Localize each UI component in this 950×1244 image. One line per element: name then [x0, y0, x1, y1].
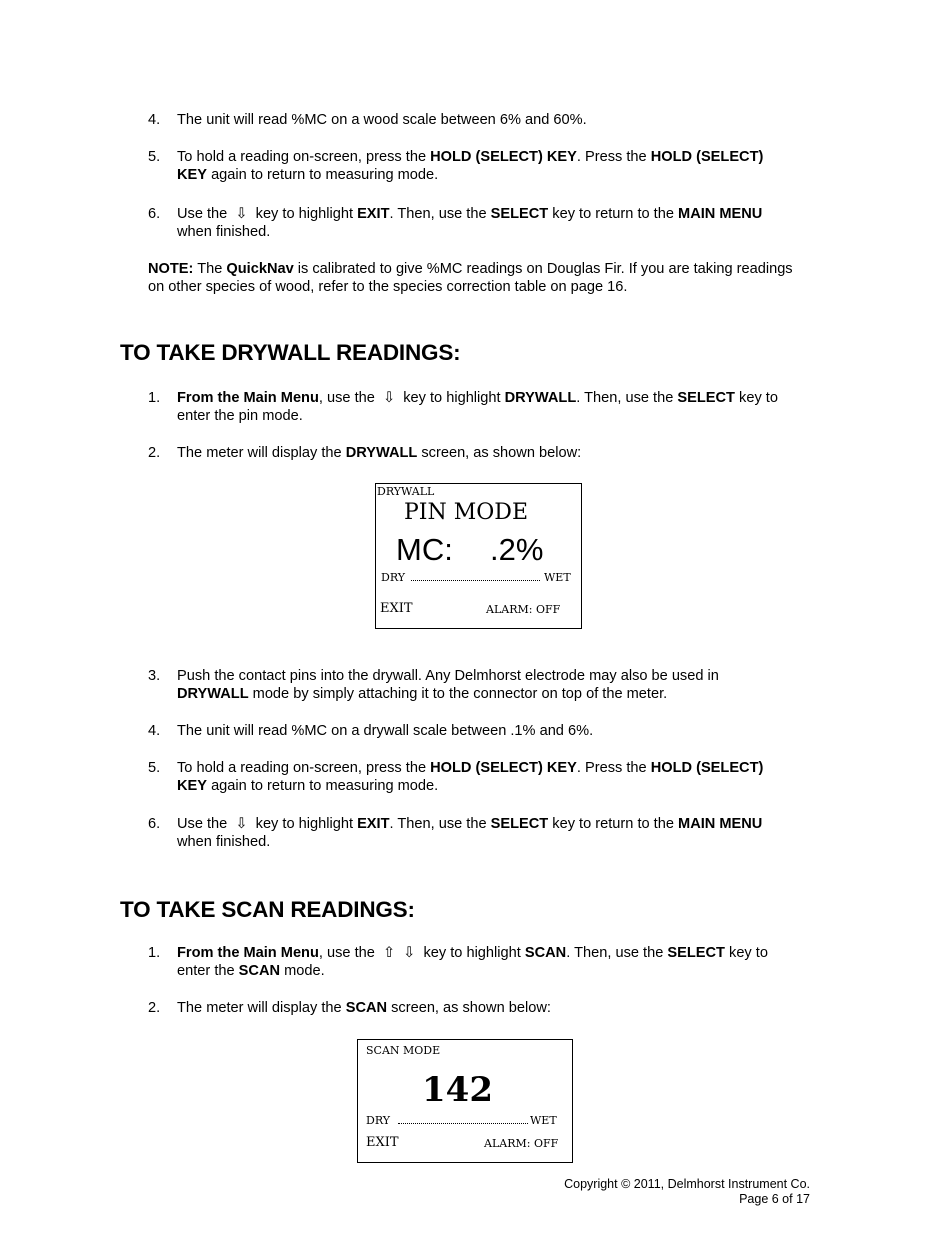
text-run: when finished. [177, 834, 271, 850]
bold-text: EXIT [357, 206, 390, 222]
bold-text: HOLD (SELECT) KEY [430, 760, 577, 776]
list-text [177, 111, 788, 129]
text-run: The unit will read %MC on a wood scale between 6% and 60%. [177, 112, 587, 128]
list-text [177, 944, 788, 980]
text-run: mode. [280, 963, 325, 979]
text-run: mode by simply attaching it to the connector on top of the meter. [248, 686, 668, 702]
bold-text: EXIT [357, 816, 390, 832]
bold-text: SELECT [490, 816, 549, 832]
dry-label: DRY [381, 571, 406, 584]
text-run: key to enter the [177, 945, 768, 979]
text-run: . Then, use the [576, 390, 678, 406]
text-run: screen, as shown below: [417, 445, 582, 461]
text-run: . Then, use the [389, 206, 491, 222]
text-run: is calibrated to give %MC readings on Douglas Fir. If you are taking readings on other species of wood, refer to the species correction table on page 16. [148, 261, 793, 295]
bold-text: MAIN MENU [678, 816, 763, 832]
bold-text: NOTE: [148, 261, 194, 277]
text-run: , use the [318, 390, 379, 406]
bold-text: DRYWALL [345, 445, 418, 461]
note-paragraph [148, 260, 808, 296]
list-text [177, 444, 788, 462]
bold-text: SCAN [524, 945, 567, 961]
text-run: key to highlight [419, 945, 525, 961]
scale-dots [411, 580, 540, 581]
list-text [177, 148, 788, 184]
list-item [148, 111, 788, 129]
bold-text: MAIN MENU [678, 206, 763, 222]
text-run: screen, as shown below: [387, 1000, 551, 1016]
dry-label: DRY [366, 1114, 391, 1127]
text-run: To hold a reading on-screen, press the [177, 149, 431, 165]
list-number: 2. [148, 1000, 161, 1016]
text-run: key to highlight [251, 816, 358, 832]
bold-text: From the Main Menu [177, 390, 319, 406]
text-run: key to enter the pin mode. [177, 390, 778, 424]
text-run: . Then, use the [566, 945, 668, 961]
bold-text: HOLD (SELECT) KEY [430, 149, 577, 165]
screen-mode: SCAN MODE [366, 1044, 441, 1057]
bold-text: SCAN [238, 963, 281, 979]
bold-text: SELECT [490, 206, 549, 222]
text-run: key to highlight [399, 390, 505, 406]
list-number: 2. [148, 445, 161, 461]
list-item [148, 815, 788, 851]
text-run: The meter will display the [177, 1000, 346, 1016]
list-text [177, 667, 788, 703]
list-item [148, 944, 788, 980]
list-number: 1. [148, 390, 161, 406]
mc-label: MC: [396, 532, 453, 567]
arrow-key-icon: ⇩ [235, 816, 248, 832]
text-run: . Then, use the [389, 816, 491, 832]
drywall-screen [375, 483, 582, 629]
list-text [177, 205, 788, 241]
bold-text: From the Main Menu [177, 945, 319, 961]
mc-value: .2% [490, 532, 544, 567]
text-run: Use the [177, 816, 232, 832]
list-item [148, 444, 788, 462]
text-run: . Press the [576, 149, 651, 165]
list-number: 5. [148, 149, 161, 165]
footer [564, 1177, 810, 1207]
list-number: 6. [148, 206, 161, 222]
screen-mode: PIN MODE [404, 500, 528, 525]
text-run: The [193, 261, 227, 277]
list-number: 1. [148, 945, 161, 961]
arrow-key-icon: ⇩ [382, 390, 396, 406]
list-item [148, 999, 788, 1017]
list-item [148, 722, 788, 740]
screen-exit: EXIT [380, 601, 413, 616]
copyright-text: Copyright © 2011, Delmhorst Instrument Co. [564, 1177, 810, 1191]
list-text [177, 815, 788, 851]
text-run: again to return to measuring mode. [207, 778, 439, 794]
text-run: , use the [318, 945, 379, 961]
bold-text: SELECT [667, 945, 725, 961]
arrow-key-icon: ⇩ [403, 945, 416, 961]
list-item [148, 667, 788, 703]
list-item [148, 759, 788, 795]
screen-alarm: ALARM: OFF [486, 603, 561, 616]
text-run: key to return to the [548, 816, 679, 832]
wet-label: WET [530, 1114, 557, 1127]
arrow-key-icon: ⇩ [235, 206, 248, 222]
scale-dots [398, 1123, 528, 1124]
bold-text: SCAN [345, 1000, 388, 1016]
list-item [148, 148, 788, 184]
bold-text: SELECT [677, 390, 735, 406]
screen-label: DRYWALL [377, 485, 435, 498]
list-number: 4. [148, 112, 161, 128]
bold-text: HOLD (SELECT) KEY [177, 149, 764, 183]
text-run: Push the contact pins into the drywall. Any Delmhorst electrode may also be used in [177, 668, 719, 684]
text-run: The meter will display the [177, 445, 346, 461]
list-text [177, 759, 788, 795]
bold-text: HOLD (SELECT) KEY [177, 760, 764, 794]
list-item [148, 389, 788, 425]
text-run: . Press the [576, 760, 651, 776]
scan-heading: TO TAKE SCAN READINGS: [120, 897, 415, 922]
arrow-key-icon: ⇧ [382, 945, 396, 961]
screen-exit: EXIT [366, 1135, 399, 1150]
text-run: To hold a reading on-screen, press the [177, 760, 431, 776]
text-run: again to return to measuring mode. [207, 167, 439, 183]
bold-text: DRYWALL [177, 686, 249, 702]
list-text [177, 999, 788, 1017]
screen-alarm: ALARM: OFF [484, 1137, 559, 1150]
bold-text: QuickNav [226, 261, 294, 277]
text-run: when finished. [177, 224, 271, 240]
scan-value: 142 [422, 1070, 493, 1110]
list-number: 4. [148, 723, 161, 739]
text-run: Use the [177, 206, 232, 222]
list-item [148, 205, 788, 241]
list-number: 3. [148, 668, 161, 684]
text-run: The unit will read %MC on a drywall scale between .1% and 6%. [177, 723, 594, 739]
list-number: 6. [148, 816, 161, 832]
text-run: key to highlight [251, 206, 358, 222]
drywall-heading: TO TAKE DRYWALL READINGS: [120, 340, 461, 365]
list-text [177, 389, 788, 425]
wet-label: WET [544, 571, 571, 584]
list-text [177, 722, 788, 740]
bold-text: DRYWALL [504, 390, 577, 406]
scan-screen [357, 1039, 573, 1163]
list-number: 5. [148, 760, 161, 776]
text-run: key to return to the [548, 206, 679, 222]
page-number: Page 6 of 17 [739, 1192, 810, 1206]
